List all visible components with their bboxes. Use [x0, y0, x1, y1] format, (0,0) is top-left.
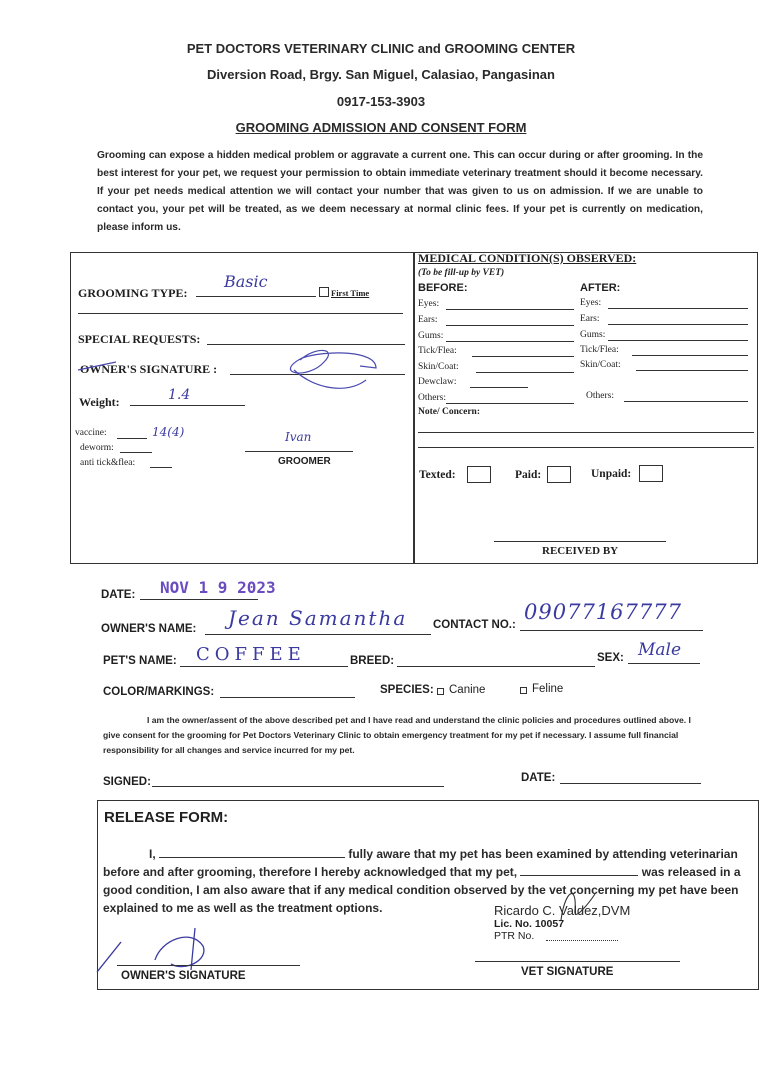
clinic-name: PET DOCTORS VETERINARY CLINIC and GROOMING CENTER	[186, 41, 576, 56]
vaccine-label: vaccine:	[75, 428, 107, 438]
pet-name-label: PET'S NAME:	[103, 655, 177, 667]
after-label: AFTER:	[580, 282, 621, 294]
after-field-line[interactable]	[608, 308, 748, 309]
texted-label: Texted:	[419, 469, 456, 481]
owner-signature-scribble	[76, 340, 396, 400]
paid-label: Paid:	[515, 469, 542, 481]
weight-label: Weight:	[79, 395, 120, 409]
texted-checkbox[interactable]	[467, 466, 491, 483]
groomer-line	[245, 451, 353, 452]
contact-line	[520, 630, 703, 631]
date-line	[140, 599, 258, 600]
feline-checkbox[interactable]	[520, 687, 527, 694]
vet-signature-scribble	[555, 880, 605, 930]
before-field-label: Tick/Flea:	[418, 346, 457, 356]
breed-line	[397, 666, 595, 667]
before-field-label: Ears:	[418, 315, 438, 325]
sex-line	[628, 663, 700, 664]
feline-label: Feline	[532, 683, 564, 695]
groomer-label: GROOMER	[278, 456, 331, 467]
clinic-address: Diversion Road, Brgy. San Miguel, Calasiao, Pangasinan	[207, 67, 555, 82]
vet-ptr: PTR No.	[494, 930, 535, 942]
after-field-line[interactable]	[636, 370, 748, 371]
form-title: GROOMING ADMISSION AND CONSENT FORM	[235, 120, 527, 135]
weight-line	[130, 405, 245, 406]
before-field-line[interactable]	[446, 341, 574, 342]
owner-name-value[interactable]: Jean Samantha	[228, 606, 408, 630]
vet-name: Ricardo C. Valdez,DVM	[494, 903, 631, 918]
unpaid-label: Unpaid:	[591, 468, 632, 480]
contact-label: CONTACT NO.:	[433, 619, 516, 631]
signed-line[interactable]	[152, 786, 444, 787]
vaccine-line	[117, 438, 147, 439]
clinic-phone: 0917-153-3903	[336, 94, 426, 109]
release-paragraph	[103, 845, 753, 917]
release-text-1: fully aware that my pet has been examined by attending veterinarian before and after grooming, therefore I hereby acknowledged that my pet,	[103, 847, 738, 879]
owner-release-signature-label: OWNER'S SIGNATURE	[121, 970, 246, 982]
anti-tick-line	[150, 467, 172, 468]
received-by-label: RECEIVED BY	[542, 545, 619, 557]
owner-release-signature-line[interactable]	[117, 965, 300, 966]
canine-label: Canine	[449, 684, 486, 696]
signed-label: SIGNED:	[103, 776, 151, 788]
grooming-type-value[interactable]: Basic	[224, 272, 268, 291]
after-field-label: Eyes:	[580, 298, 602, 308]
contact-value[interactable]: 09077167777	[524, 600, 682, 624]
note-line-2[interactable]	[418, 447, 754, 448]
after-field-label: Tick/Flea:	[580, 345, 619, 355]
color-label: COLOR/MARKINGS:	[103, 686, 215, 698]
weight-value[interactable]: 1.4	[168, 387, 191, 403]
after-field-label: Gums:	[580, 330, 606, 340]
grooming-extra-line	[78, 313, 403, 314]
received-by-line	[494, 541, 666, 542]
sex-label: SEX:	[597, 652, 624, 664]
date-label: DATE:	[101, 589, 136, 601]
before-field-label: Dewclaw:	[418, 377, 457, 387]
grooming-type-line	[196, 296, 316, 297]
before-field-line[interactable]	[446, 325, 574, 326]
owner-name-line	[205, 634, 431, 635]
consent-date-line[interactable]	[560, 783, 701, 784]
owner-signature-label: OWNER'S SIGNATURE :	[80, 362, 218, 376]
vet-signature-line[interactable]	[475, 961, 680, 962]
special-requests-label: SPECIAL REQUESTS:	[78, 332, 201, 346]
medical-subtitle: (To be fill-up by VET)	[418, 268, 505, 278]
after-field-label: Others:	[586, 391, 614, 401]
breed-label: BREED:	[350, 655, 395, 667]
before-label: BEFORE:	[418, 282, 468, 294]
before-field-label: Others:	[418, 393, 446, 403]
anti-tick-label: anti tick&flea:	[80, 458, 136, 468]
box-divider	[413, 252, 415, 564]
release-i: I,	[149, 847, 156, 861]
grooming-type-label: GROOMING TYPE:	[78, 286, 188, 300]
pet-name-value[interactable]: COFFEE	[196, 644, 306, 665]
vet-lic: Lic. No. 10057	[494, 918, 565, 930]
consent-text: I am the owner/assent of the above described pet and I have read and understand the clinic policies and procedures outlined above. I give consent for the grooming for Pet Doctors Veterinary Clinic to obtain emergency treatment for my pet if necessary. I assume full financial responsibility for all changes and service incurred for my pet.	[103, 715, 691, 755]
species-label: SPECIES:	[380, 684, 434, 696]
release-text-2: was released in a good condition, I am also aware that if any medical condition observed by the vet concerning my pet have been explained to me as well as the treatment options.	[103, 865, 741, 915]
pet-name-line	[180, 666, 348, 667]
color-line	[220, 697, 355, 698]
before-field-label: Skin/Coat:	[418, 362, 459, 372]
consent-date-label: DATE:	[521, 772, 556, 784]
before-field-line[interactable]	[446, 403, 574, 404]
deworm-line	[120, 452, 152, 453]
before-field-line[interactable]	[472, 356, 574, 357]
note-line-1[interactable]	[418, 432, 754, 433]
release-name-blank[interactable]	[159, 846, 345, 858]
vaccine-value[interactable]: 14(4)	[152, 425, 185, 439]
after-field-label: Ears:	[580, 314, 600, 324]
sex-value[interactable]: Male	[638, 640, 682, 660]
before-field-line[interactable]	[476, 372, 574, 373]
release-title: RELEASE FORM:	[104, 809, 229, 826]
paid-checkbox[interactable]	[547, 466, 571, 483]
deworm-label: deworm:	[80, 443, 114, 453]
unpaid-checkbox[interactable]	[639, 465, 663, 482]
after-field-line[interactable]	[608, 324, 748, 325]
first-time-label: First Time	[331, 288, 370, 298]
before-field-line[interactable]	[470, 387, 528, 388]
groomer-name[interactable]: Ivan	[285, 430, 312, 444]
date-value[interactable]: NOV 1 9 2023	[160, 578, 276, 597]
medical-title: MEDICAL CONDITION(S) OBSERVED:	[418, 251, 637, 265]
before-field-label: Eyes:	[418, 299, 440, 309]
ptr-line	[546, 940, 618, 941]
after-field-line[interactable]	[624, 401, 748, 402]
vet-signature-label: VET SIGNATURE	[521, 966, 614, 978]
first-time-checkbox[interactable]	[319, 287, 329, 297]
intro-paragraph: Grooming can expose a hidden medical problem or aggravate a current one. This can occur during or after grooming. In the best interest for your pet, we request your permission to obtain immediate veterinary treatment should it become necessary. If your pet needs medical attention we will contact your number that was given to us on admission. If we are unable to contact you, your pet will be treated, as we deem necessary at normal clinic fees. If your pet is currently on medication, please inform us.	[97, 150, 703, 233]
canine-checkbox[interactable]	[437, 688, 444, 695]
after-field-label: Skin/Coat:	[580, 360, 621, 370]
after-field-line[interactable]	[632, 355, 748, 356]
note-label: Note/ Concern:	[418, 407, 480, 417]
before-field-label: Gums:	[418, 331, 444, 341]
before-field-line[interactable]	[446, 309, 574, 310]
release-pet-blank[interactable]	[520, 864, 638, 876]
owner-name-label: OWNER'S NAME:	[101, 623, 197, 635]
after-field-line[interactable]	[608, 340, 748, 341]
